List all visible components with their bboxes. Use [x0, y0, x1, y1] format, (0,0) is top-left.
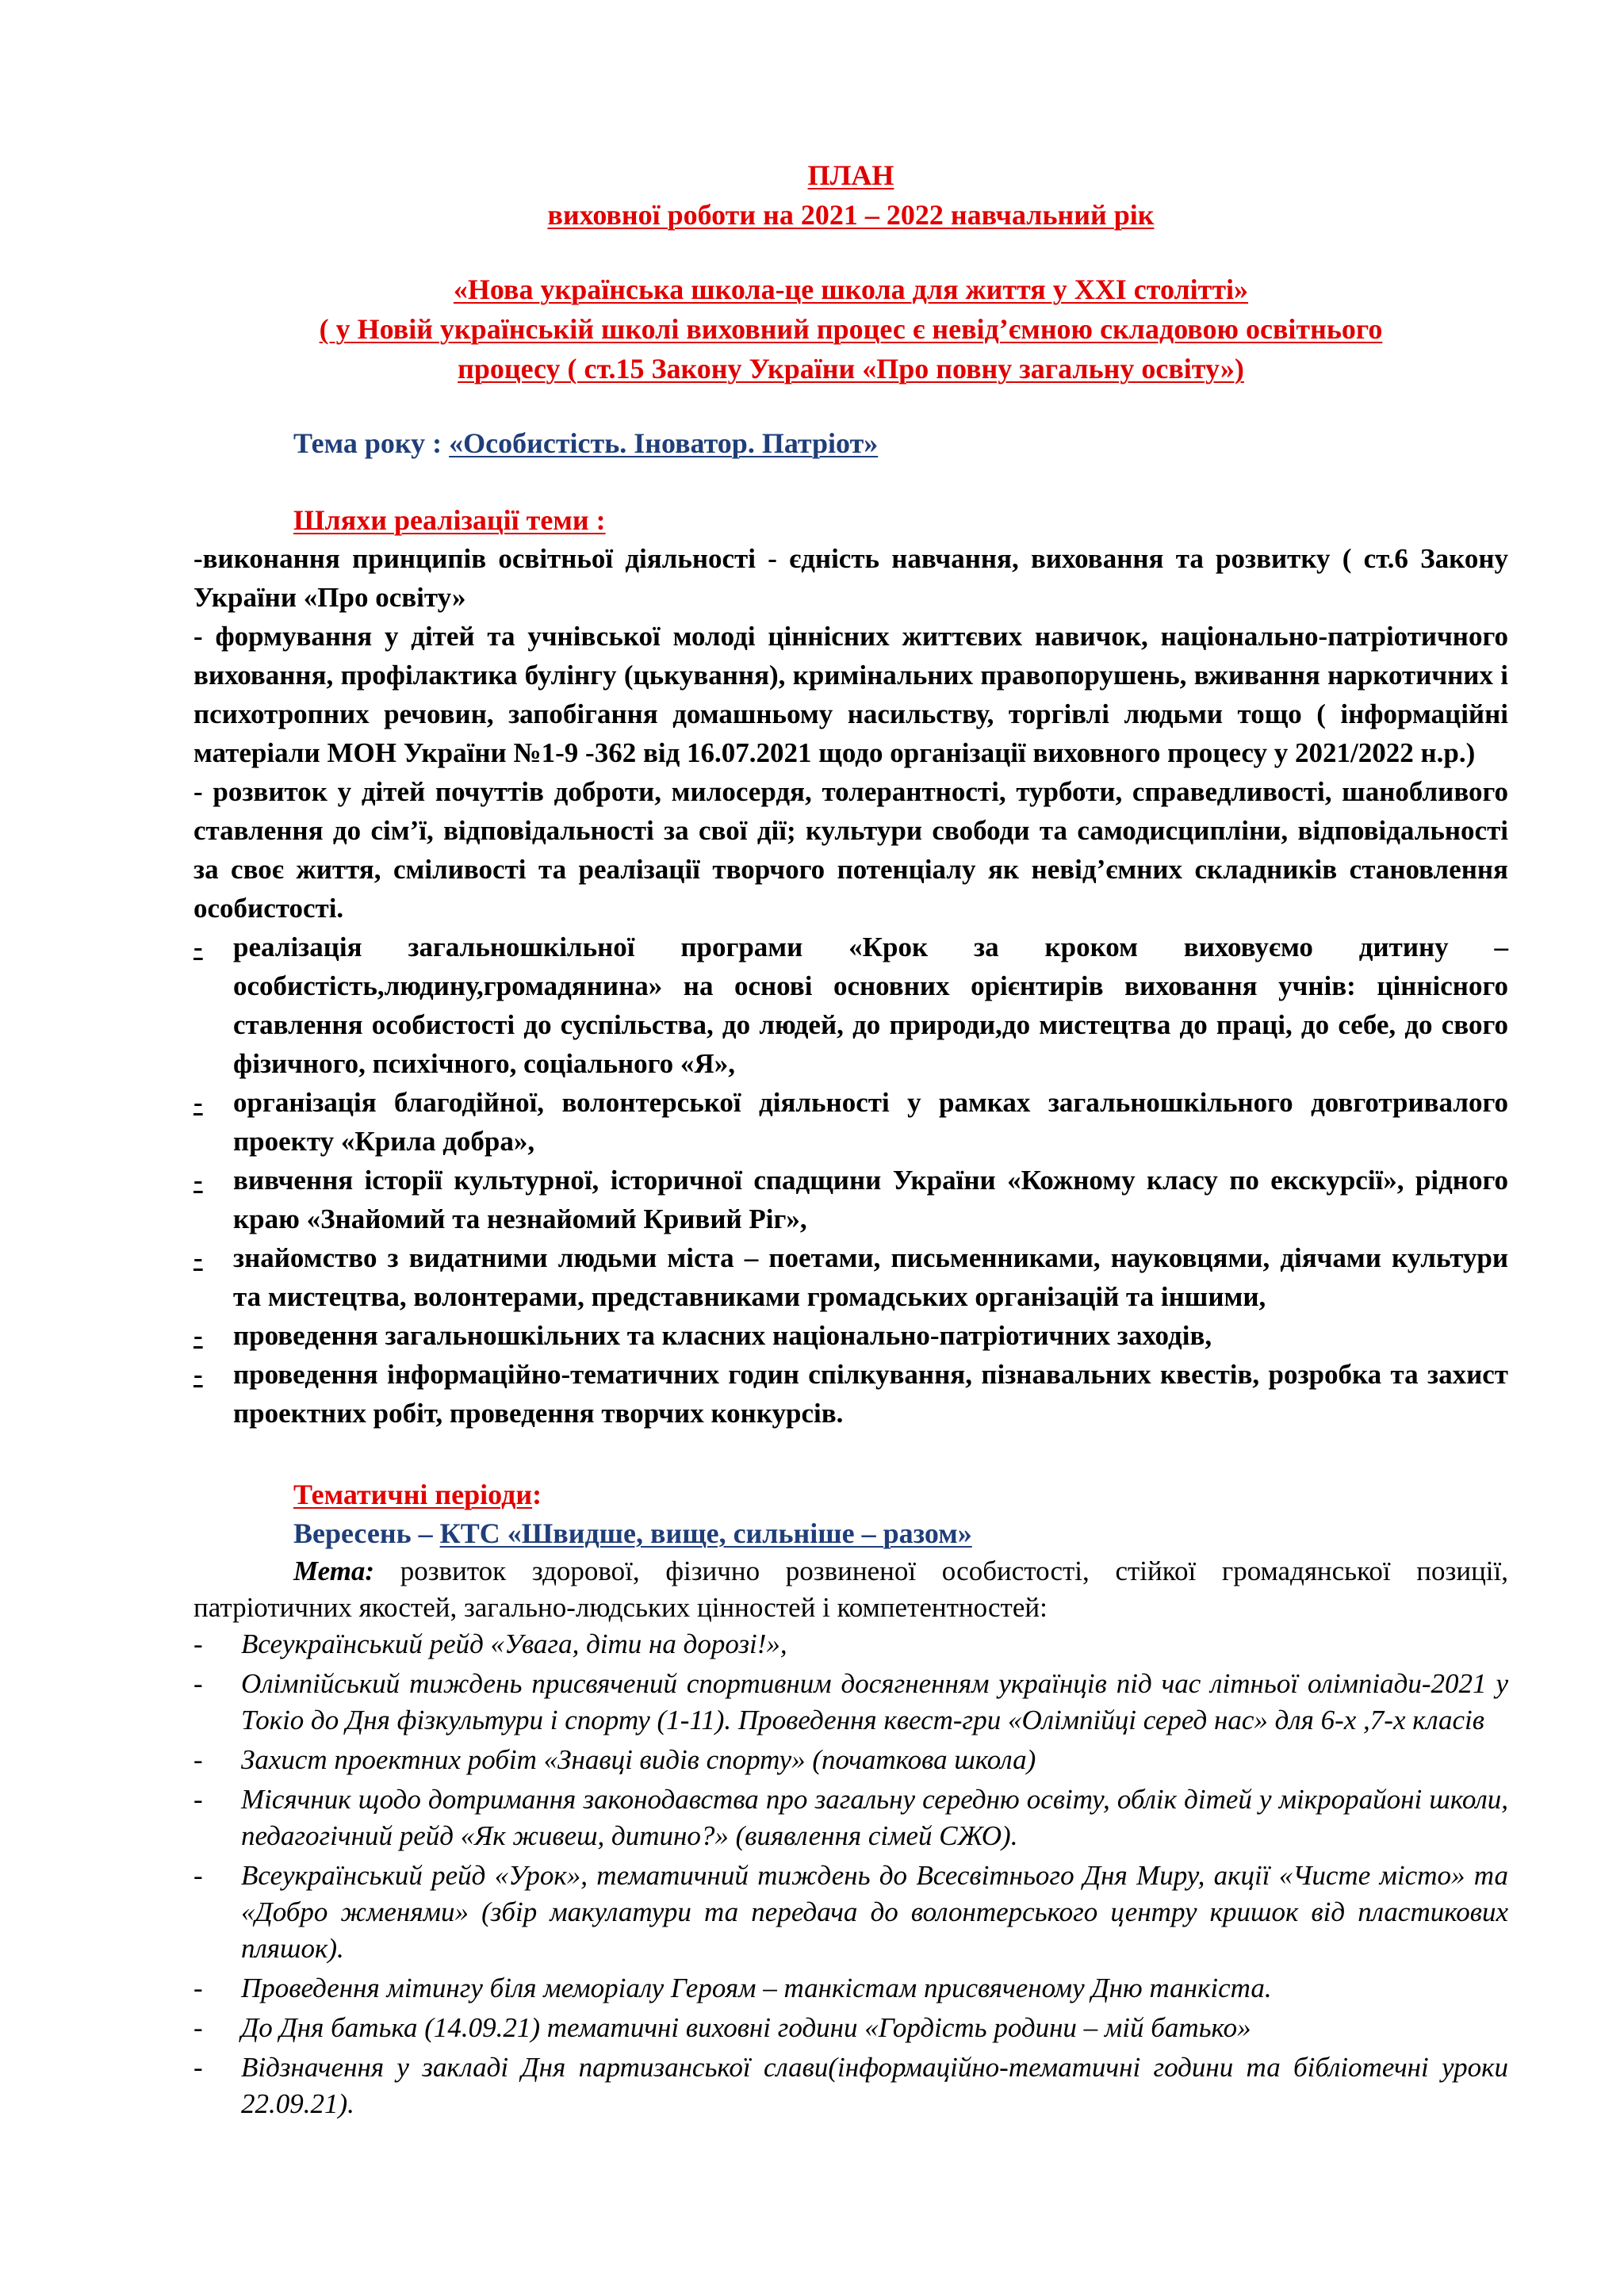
- list-item: - Проведення мітингу біля меморіалу Героям – танкістам присвяченому Дню танкіста.: [193, 1970, 1508, 2007]
- list-item: - Всеукраїнський рейд «Увага, діти на дорозі!»,: [193, 1626, 1508, 1663]
- list-item: - Захист проектних робіт «Знавці видів спорту» (початкова школа): [193, 1742, 1508, 1778]
- plan-motto: «Нова українська школа-це школа для життя у ХХІ столітті»: [453, 274, 1249, 305]
- september-events-list: [193, 1626, 1508, 2122]
- list-item: - До Дня батька (14.09.21) тематичні виховні години «Гордість родини – мій батько»: [193, 2010, 1508, 2046]
- list-item: - Відзначення у закладі Дня партизанської слави(інформаційно-тематичні години та бібліотечні уроки 22.09.21).: [193, 2049, 1508, 2122]
- dash-bullet: -: [193, 1320, 203, 1351]
- dash-bullet: -: [193, 1628, 203, 1659]
- dash-bullet: -: [193, 1784, 203, 1815]
- list-item: - організація благодійної, волонтерської діяльності у рамках загальношкільного довготривалого проекту «Крила добра»,: [193, 1083, 1508, 1161]
- paths-paragraph: -виконання принципів освітньої діяльності - єдність навчання, виховання та розвитку ( ст.6 Закону України «Про освіту»: [193, 543, 1508, 613]
- paths-paragraph: - формування у дітей та учнівської молоді ціннісних життєвих навичок, національно-патріотичного виховання, профілактика булінгу (цькування), кримінальних правопорушень, вживання наркотичних і психотропних речовин, запобігання домашньому насильству, торгівлі людьми тощо ( інформаційні матеріали МОН України №1-9 -362 від 16.07.2021 щодо організації виховного процесу у 2021/2022 н.р.): [193, 621, 1508, 768]
- paths-list: [193, 928, 1508, 1433]
- dash-bullet: -: [193, 1165, 203, 1196]
- list-item: - реалізація загальношкільної програми «Крок за кроком виховуємо дитину – особистість,людину,громадянина» на основі основних орієнтирів виховання учнів: ціннісного ставлення особистості до суспільства, до людей, до природи,до мистецтва до праці, до себе, до свого фізичного, психічного, соціального «Я»,: [193, 928, 1508, 1083]
- dash-bullet: -: [193, 1668, 203, 1699]
- year-theme: [193, 423, 1508, 463]
- plan-note-line-2: процесу ( ст.15 Закону України «Про повну загальну освіту»): [458, 353, 1244, 385]
- plan-note-line-1: ( у Новій українській школі виховний процес є невід’ємною складовою освітнього: [319, 313, 1383, 345]
- list-item: - вивчення історії культурної, історичної спадщини України «Кожному класу по екскурсії», рідного краю «Знайомий та незнайомий Кривий Ріг»,: [193, 1161, 1508, 1238]
- document-header: [193, 155, 1508, 388]
- plan-title: ПЛАН: [807, 159, 894, 191]
- goal-paragraph: [193, 1553, 1508, 1626]
- month-label: Вересень –: [293, 1517, 440, 1549]
- plan-subtitle: виховної роботи на 2021 – 2022 навчальний рік: [547, 199, 1155, 231]
- year-theme-value: «Особистість. Іноватор. Патріот»: [449, 427, 879, 459]
- periods-title: Тематичні періоди:: [293, 1479, 542, 1510]
- list-item: - проведення загальношкільних та класних національно-патріотичних заходів,: [193, 1316, 1508, 1355]
- dash-bullet: -: [193, 1359, 203, 1390]
- list-item: - Всеукраїнський рейд «Урок», тематичний тиждень до Всесвітнього Дня Миру, акції «Чисте місто» та «Добро жменями» (збір макулатури та передача до волонтерського центру кришок від пластикових пляшок).: [193, 1858, 1508, 1967]
- dash-bullet: -: [193, 1860, 203, 1891]
- month-september: [193, 1513, 1508, 1553]
- dash-bullet: -: [193, 1744, 203, 1775]
- dash-bullet: -: [193, 1973, 203, 2003]
- dash-bullet: -: [193, 2012, 203, 2043]
- month-value: КТС «Швидше, вище, сильніше – разом»: [439, 1517, 972, 1549]
- dash-bullet: -: [193, 2052, 203, 2083]
- dash-bullet: -: [193, 932, 203, 962]
- goal-label: Мета:: [293, 1556, 375, 1586]
- list-item: - Олімпійський тиждень присвячений спортивним досягненням українців під час літньої олімпіади-2021 у Токіо до Дня фізкультури і спорту (1-11). Проведення квест-гри «Олімпійці серед нас» для 6-х ,7-х класів: [193, 1666, 1508, 1739]
- year-theme-label: Тема року :: [293, 427, 450, 459]
- dash-bullet: -: [193, 1087, 203, 1118]
- list-item: - Місячник щодо дотримання законодавства про загальну середню освіту, облік дітей у мікрорайоні школи, педагогічний рейд «Як живеш, дитино?» (виявлення сімей СЖО).: [193, 1781, 1508, 1854]
- paths-paragraphs: [193, 539, 1508, 928]
- paths-title: Шляхи реалізації теми :: [293, 504, 606, 536]
- goal-text: розвиток здорової, фізично розвиненої особистості, стійкої громадянської позиції, патріотичних якостей, загально-людських цінностей і компетентностей:: [193, 1556, 1508, 1623]
- list-item: - знайомство з видатними людьми міста – поетами, письменниками, науковцями, діячами культури та мистецтва, волонтерами, представниками громадських організацій та іншими,: [193, 1238, 1508, 1316]
- paths-paragraph: - розвиток у дітей почуттів доброти, милосердя, толерантності, турботи, справедливості, шанобливого ставлення до сім’ї, відповідальності за свої дії; культури свободи та самодисципліни, відповідальності за своє життя, сміливості та реалізації творчого потенціалу як невід’ємних складників становлення особистості.: [193, 776, 1508, 924]
- dash-bullet: -: [193, 1242, 203, 1273]
- list-item: - проведення інформаційно-тематичних годин спілкування, пізнавальних квестів, розробка та захист проектних робіт, проведення творчих конкурсів.: [193, 1355, 1508, 1433]
